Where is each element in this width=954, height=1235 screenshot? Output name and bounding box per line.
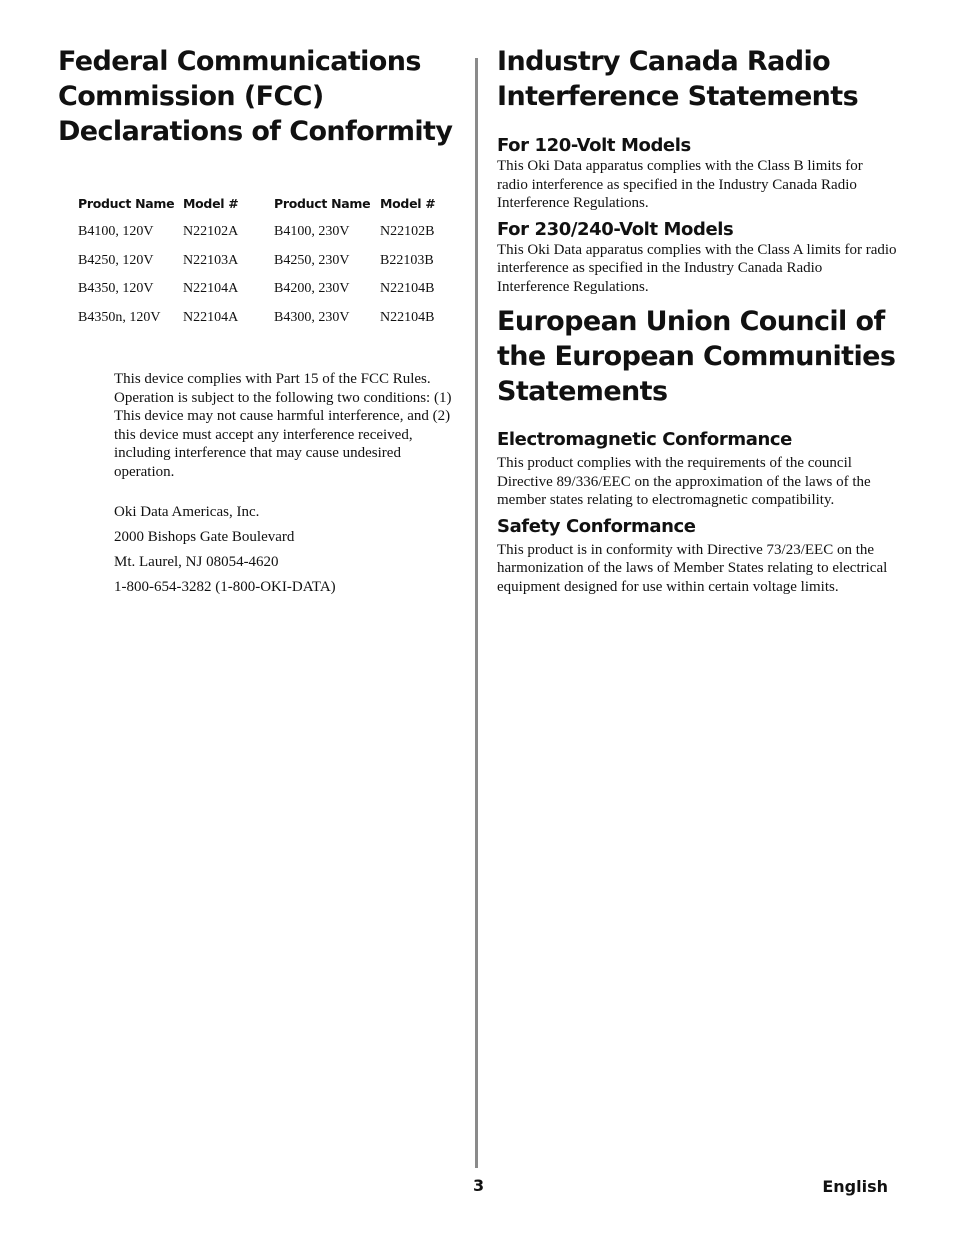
product-model-table (78, 196, 443, 338)
eu-title: European Union Council of the European Communities Statements (497, 306, 896, 407)
table-cell: B22103B (380, 252, 434, 268)
table-cell: N22104A (183, 281, 239, 296)
table-cell: B4100, 230V (274, 224, 350, 239)
table-cell: N22102A (183, 224, 239, 239)
language-label: English (822, 1177, 888, 1196)
table-cell: N22104A (183, 309, 239, 325)
table-row (78, 253, 443, 282)
fcc-statement-block (114, 370, 454, 481)
table-cell: B4350n, 120V (78, 309, 161, 325)
table-header-product-name-2: Product Name (274, 196, 371, 211)
table-cell: B4200, 230V (274, 281, 350, 296)
page-number: 3 (473, 1176, 485, 1195)
table-cell: N22104B (380, 309, 435, 325)
table-cell: B4350, 120V (78, 281, 154, 296)
fcc-title: Federal Communications Commission (FCC) Declarations of Conformity (58, 46, 453, 147)
address-phone: 1-800-654-3282 (1-800-OKI-DATA) (114, 579, 336, 595)
table-cell: B4250, 120V (78, 252, 154, 268)
table-row (78, 224, 443, 253)
address-street: 2000 Bishops Gate Boulevard (114, 529, 295, 545)
120v-text: This Oki Data apparatus complies with the Class B limits for radio interference as specified in the Industry Canada Radio Interference Regulations. (497, 158, 863, 211)
right-column (497, 44, 897, 596)
table-header-product-name-1: Product Name (78, 196, 175, 211)
230v-text: This Oki Data apparatus complies with the Class A limits for radio interference as specified in the Industry Canada Radio Interference Regulations. (497, 241, 897, 295)
table-cell: N22103A (183, 252, 239, 268)
120v-heading: For 120-Volt Models (497, 135, 691, 156)
table-cell: B4250, 230V (274, 252, 350, 268)
address-company: Oki Data Americas, Inc. (114, 504, 260, 520)
fcc-statement: This device complies with Part 15 of the FCC Rules. Operation is subject to the following two conditions: (1) This device may not cause harmful interference, and (2) this device must accept any interference received, including interference that may cause undesired operation. (114, 371, 452, 480)
canada-title: Industry Canada Radio Interference Statements (497, 46, 859, 112)
company-address (114, 503, 454, 603)
table-header-model-1: Model # (183, 196, 239, 211)
emc-heading: Electromagnetic Conformance (497, 429, 792, 450)
table-header-model-2: Model # (380, 196, 436, 211)
table-cell: B4300, 230V (274, 309, 350, 325)
emc-text: This product complies with the requirements of the council Directive 89/336/EEC on the approximation of the laws of the member states relating to electromagnetic compatibility. (497, 455, 871, 508)
table-header-row (78, 196, 443, 224)
left-column (58, 44, 458, 595)
safety-text: This product is in conformity with Directive 73/23/EEC on the harmonization of the laws of Member States relating to electrical equipment designed for use within certain voltage limits. (497, 541, 888, 595)
table-row (78, 310, 443, 339)
safety-heading: Safety Conformance (497, 515, 696, 537)
table-row (78, 281, 443, 310)
table-cell: B4100, 120V (78, 224, 154, 239)
table-cell: N22102B (380, 224, 435, 239)
column-divider (475, 58, 478, 1168)
table-cell: N22104B (380, 281, 435, 296)
230v-heading: For 230/240-Volt Models (497, 218, 734, 240)
address-city: Mt. Laurel, NJ 08054-4620 (114, 554, 279, 570)
